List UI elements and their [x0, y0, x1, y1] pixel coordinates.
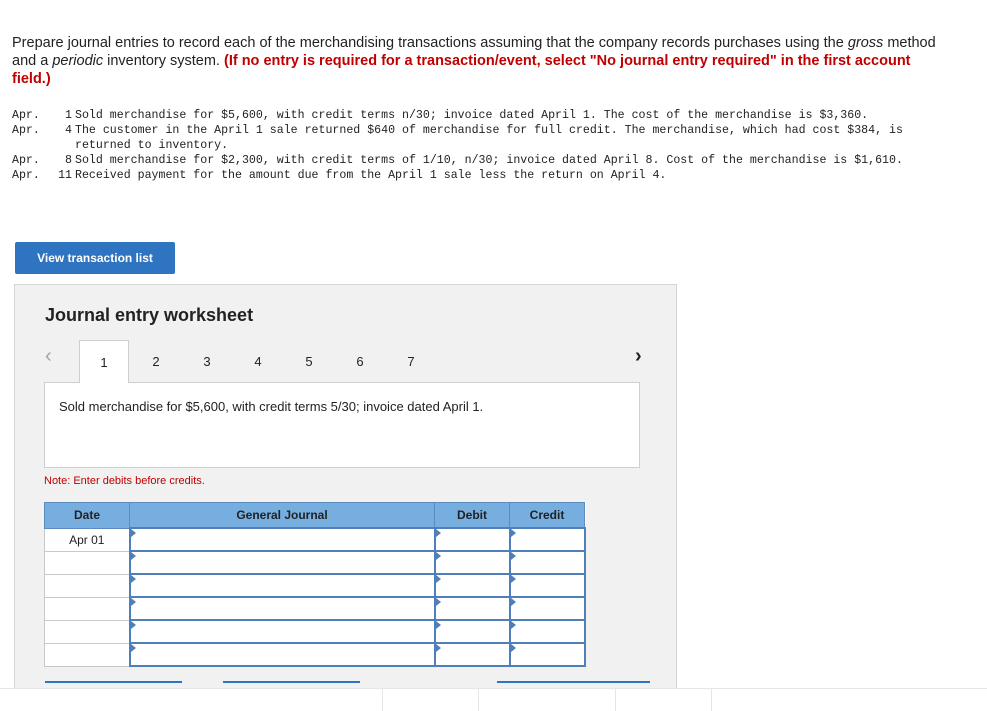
worksheet-title: Journal entry worksheet	[45, 305, 254, 325]
transaction-row	[12, 153, 945, 168]
credit-input[interactable]	[510, 528, 585, 551]
transaction-text: Sold merchandise for $5,600, with credit terms n/30; invoice dated April 1. The cost of the merchandise is $3,360.	[75, 109, 869, 122]
row-date	[45, 551, 130, 574]
debit-input[interactable]	[435, 528, 510, 551]
transaction-day: 1	[65, 109, 72, 122]
transaction-day: 11	[58, 169, 72, 182]
transaction-row	[12, 123, 945, 153]
tab-6[interactable]: 6	[356, 353, 364, 369]
credit-input[interactable]	[510, 597, 585, 620]
account-input[interactable]	[130, 597, 435, 620]
row-date	[45, 620, 130, 643]
table-row	[45, 528, 585, 551]
transaction-description: Sold merchandise for $5,600, with credit terms 5/30; invoice dated April 1.	[59, 399, 484, 414]
chevron-right-icon[interactable]: ›	[635, 345, 642, 367]
transaction-month: Apr.	[12, 109, 40, 122]
debit-column-header: Debit	[435, 503, 510, 529]
tab-7[interactable]: 7	[407, 353, 415, 369]
instructions-periodic: periodic	[52, 53, 104, 69]
debit-input[interactable]	[435, 574, 510, 597]
debit-input[interactable]	[435, 643, 510, 666]
instructions	[12, 34, 952, 88]
credit-input[interactable]	[510, 620, 585, 643]
debits-before-credits-note: Note: Enter debits before credits.	[44, 475, 205, 487]
date-column-header: Date	[45, 503, 130, 529]
instructions-gross: gross	[847, 35, 884, 51]
table-row	[45, 551, 585, 574]
instructions-text-3: inventory system.	[103, 53, 224, 69]
tab-4[interactable]: 4	[254, 353, 262, 369]
bottom-toolbar	[0, 688, 987, 711]
transaction-day: 8	[65, 154, 72, 167]
transaction-description-box	[44, 382, 640, 468]
account-input[interactable]	[130, 620, 435, 643]
account-input[interactable]	[130, 643, 435, 666]
table-row	[45, 597, 585, 620]
row-date	[45, 597, 130, 620]
table-row	[45, 574, 585, 597]
transaction-row	[12, 168, 945, 183]
instructions-text-2: method and a	[12, 35, 936, 69]
transaction-list	[12, 108, 945, 183]
journal-entry-worksheet	[14, 284, 677, 694]
chevron-left-icon[interactable]: ‹	[45, 345, 52, 367]
row-date	[45, 574, 130, 597]
row-date: Apr 01	[45, 528, 130, 551]
account-input[interactable]	[130, 574, 435, 597]
instructions-text: Prepare journal entries to record each of the merchandising transactions assuming that the company records purchases using the	[12, 35, 848, 51]
row-date	[45, 643, 130, 666]
toolbar-segment	[615, 689, 712, 711]
toolbar-segment	[478, 689, 616, 711]
toolbar-segment	[382, 689, 479, 711]
table-row	[45, 620, 585, 643]
account-input[interactable]	[130, 551, 435, 574]
view-transaction-list-button[interactable]: View transaction list	[15, 242, 175, 274]
debit-input[interactable]	[435, 620, 510, 643]
transaction-month: Apr.	[12, 154, 40, 167]
credit-column-header: Credit	[510, 503, 585, 529]
general-journal-column-header: General Journal	[130, 503, 435, 529]
credit-input[interactable]	[510, 643, 585, 666]
debit-input[interactable]	[435, 597, 510, 620]
table-row	[45, 643, 585, 666]
credit-input[interactable]	[510, 551, 585, 574]
instructions-no-entry-note: (If no entry is required for a transaction/event, select "No journal entry required" in the first account field.)	[12, 53, 911, 87]
account-input[interactable]	[130, 528, 435, 551]
transaction-month: Apr.	[12, 124, 40, 137]
transaction-text: The customer in the April 1 sale returned $640 of merchandise for full credit. The merchandise, which had cost $384, is returned to inventory.	[75, 124, 903, 152]
worksheet-tab-nav	[15, 340, 678, 384]
tab-3[interactable]: 3	[203, 353, 211, 369]
tab-5[interactable]: 5	[305, 353, 313, 369]
credit-input[interactable]	[510, 574, 585, 597]
general-journal-table	[44, 502, 586, 667]
transaction-text: Sold merchandise for $2,300, with credit terms of 1/10, n/30; invoice dated April 8. Cost of the merchandise is $1,610.	[75, 154, 903, 167]
tab-2[interactable]: 2	[152, 353, 160, 369]
transaction-month: Apr.	[12, 169, 40, 182]
debit-input[interactable]	[435, 551, 510, 574]
toolbar-segment	[711, 689, 713, 711]
tab-1[interactable]: 1	[79, 340, 129, 383]
transaction-day: 4	[65, 124, 72, 137]
transaction-row	[12, 108, 945, 123]
transaction-text: Received payment for the amount due from the April 1 sale less the return on April 4.	[75, 169, 667, 182]
